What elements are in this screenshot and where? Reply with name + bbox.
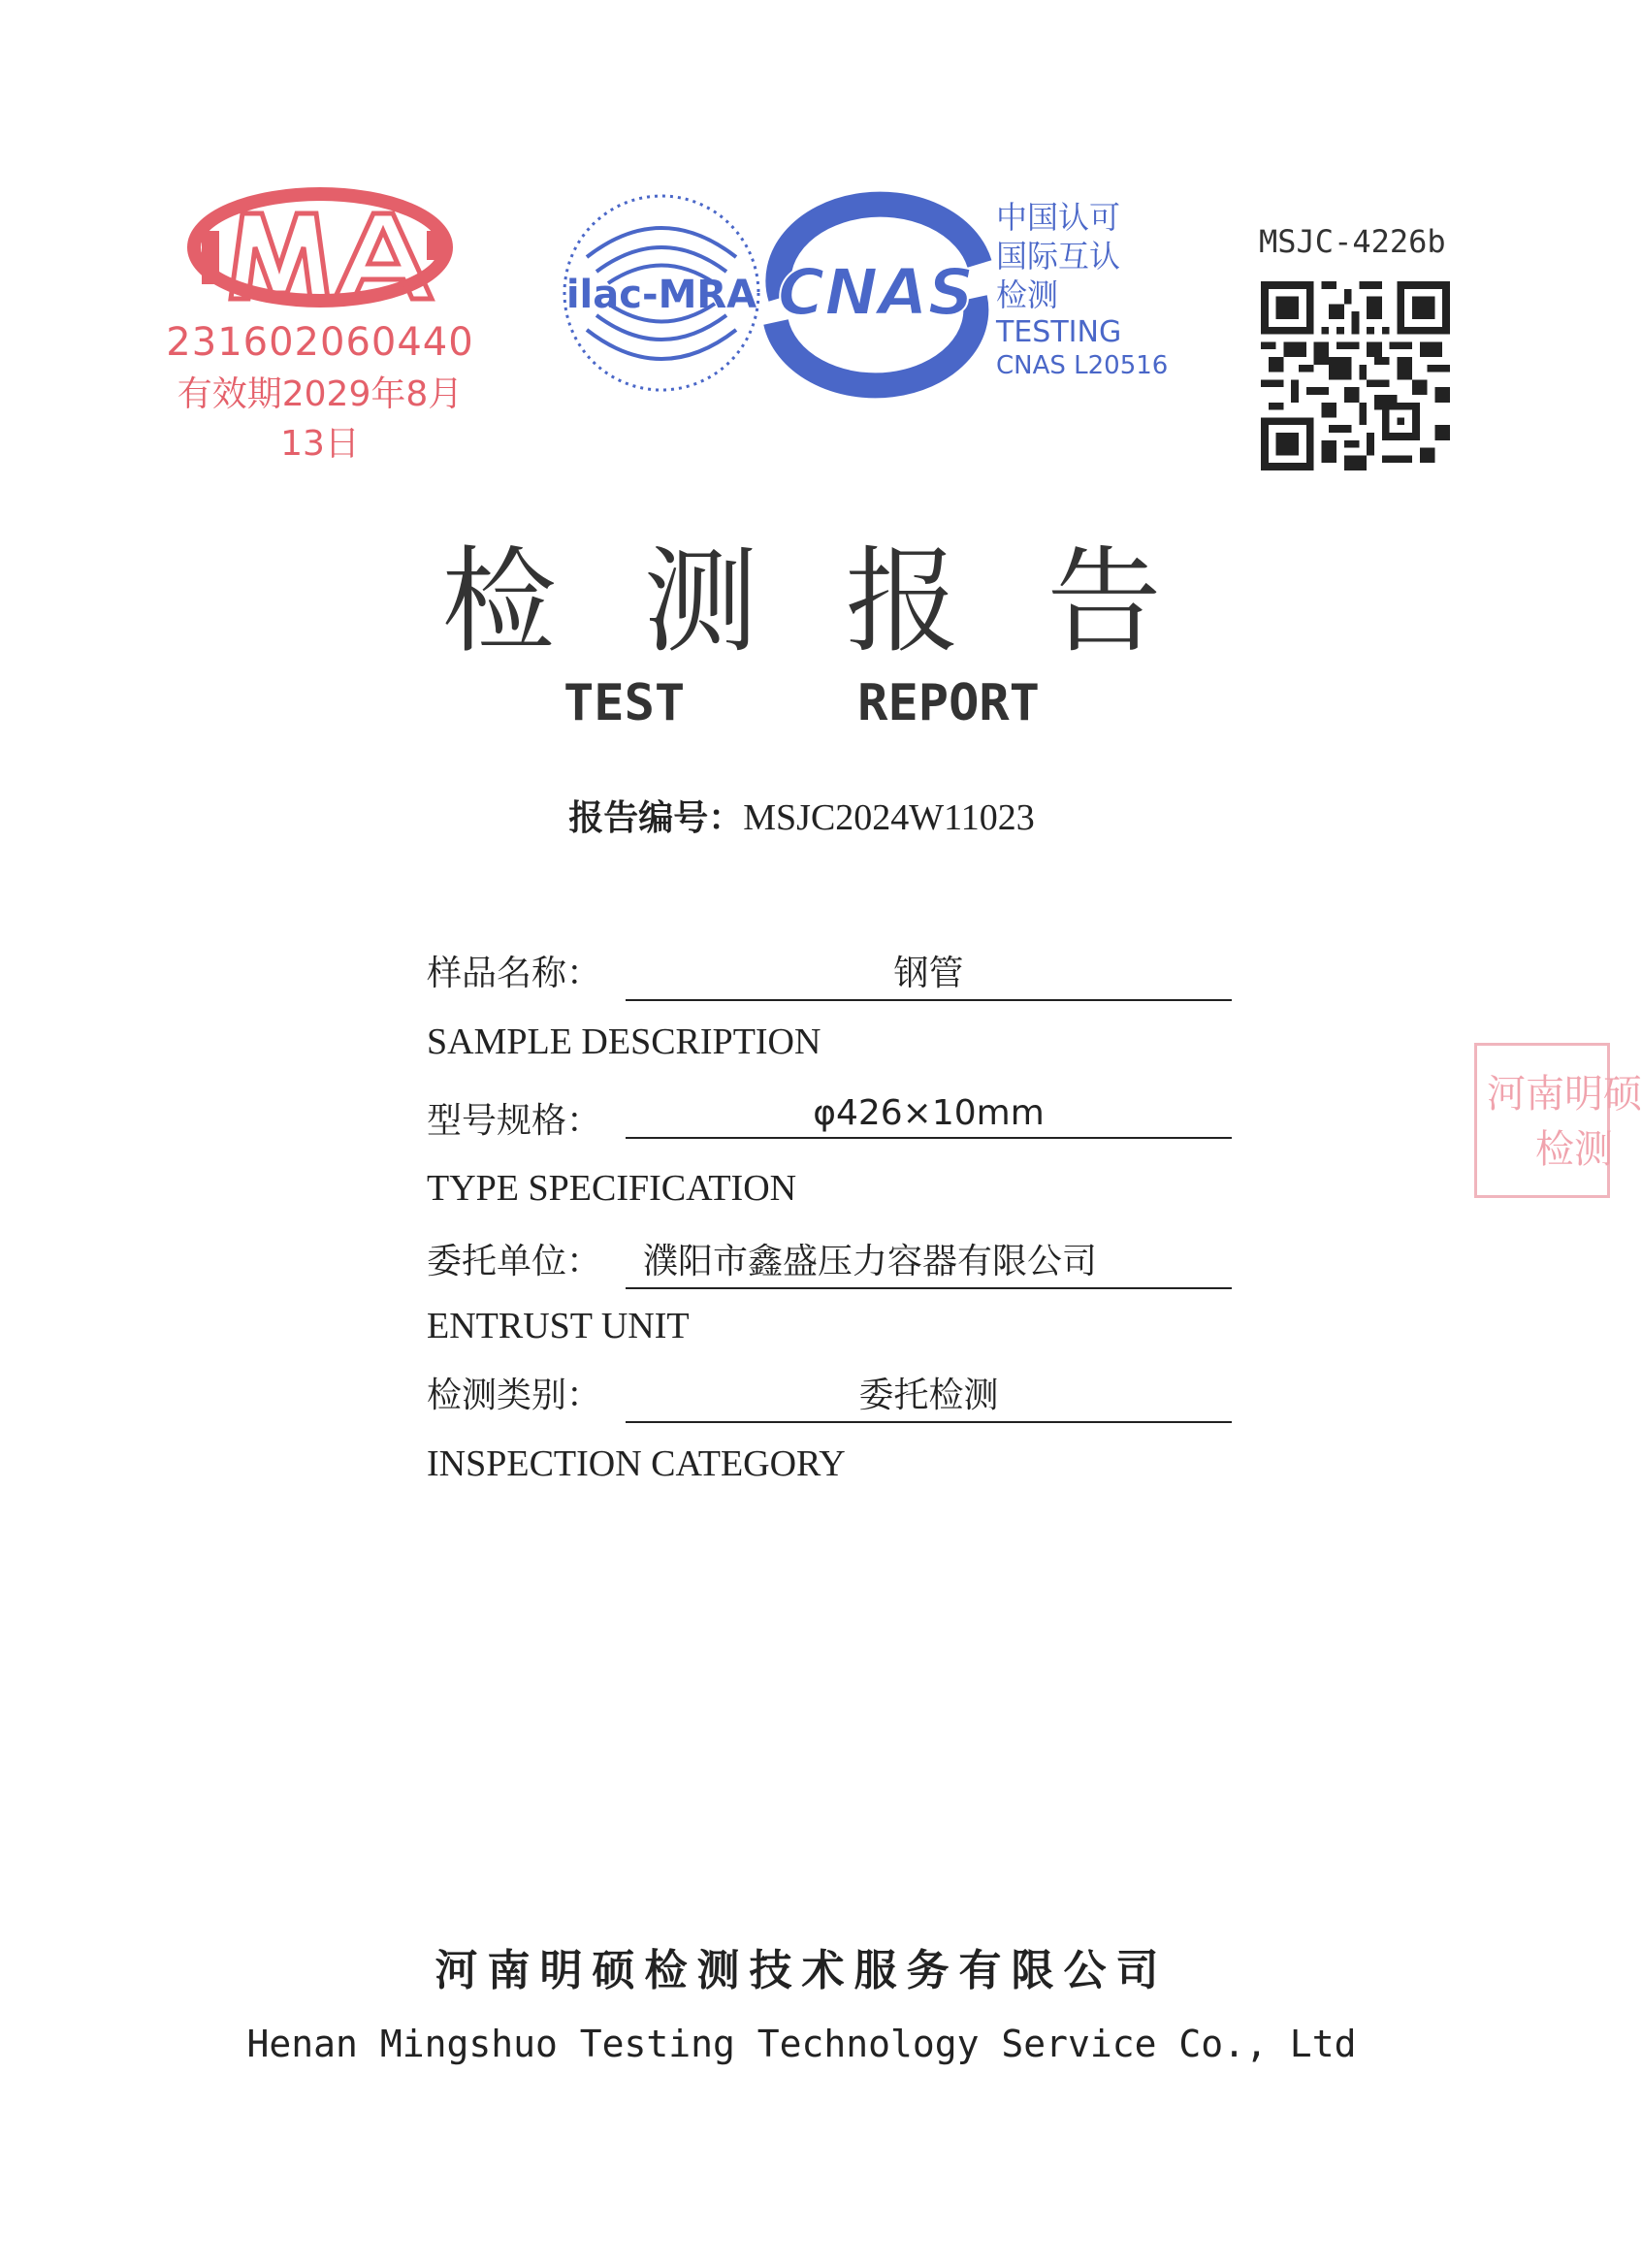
field-value: φ426×10mm xyxy=(626,1093,1232,1139)
field-entrust-unit xyxy=(427,1234,1098,1283)
field-label-english: ENTRUST UNIT xyxy=(427,1306,690,1346)
cnas-testing: TESTING xyxy=(996,315,1122,349)
side-seal-stamp xyxy=(1474,1043,1642,1198)
field-label-english: INSPECTION CATEGORY xyxy=(427,1443,846,1484)
field-type-spec xyxy=(427,1093,1045,1143)
ilac-mra-text: ilac-MRA xyxy=(565,273,757,317)
field-value: 濮阳市鑫盛压力容器有限公司 xyxy=(626,1234,1232,1289)
report-number xyxy=(0,791,1603,840)
field-sample-name xyxy=(427,946,964,995)
cnas-line-2: 国际互认 xyxy=(996,238,1121,275)
field-label: 委托单位： xyxy=(427,1242,602,1281)
ilac-mra-logo xyxy=(558,189,766,402)
seal-line-1: 河南明硕 xyxy=(1487,1072,1642,1117)
cnas-line-1: 中国认可 xyxy=(996,199,1121,236)
cnas-caption xyxy=(996,199,1169,380)
cma-number: 231602060440 xyxy=(166,320,474,365)
title-english: TEST REPORT xyxy=(563,674,1040,732)
cnas-line-3: 检测 xyxy=(996,276,1059,313)
field-label-english: TYPE SPECIFICATION xyxy=(427,1168,797,1209)
title-chinese: 检测报告 xyxy=(441,535,1249,668)
report-number-label: 报告编号： xyxy=(568,798,744,838)
cnas-text: CNAS xyxy=(777,255,975,330)
cnas-logo xyxy=(761,206,994,384)
seal-line-2: 检测 xyxy=(1535,1127,1613,1172)
document-code: MSJC-4226b xyxy=(1259,223,1446,260)
field-label: 型号规格： xyxy=(427,1101,602,1141)
field-inspection-category xyxy=(427,1368,999,1417)
field-value: 钢管 xyxy=(626,946,1232,1001)
cma-validity: 有效期2029年8月13日 xyxy=(177,374,464,464)
field-value: 委托检测 xyxy=(626,1368,1232,1423)
qr-code xyxy=(1261,281,1450,470)
field-label: 检测类别： xyxy=(427,1376,602,1415)
company-name-chinese: 河南明硕检测技术服务有限公司 xyxy=(435,1946,1169,1995)
cnas-code: CNAS L20516 xyxy=(996,351,1169,380)
field-label-english: SAMPLE DESCRIPTION xyxy=(427,1021,821,1062)
report-number-value: MSJC2024W11023 xyxy=(743,797,1035,838)
field-label: 样品名称： xyxy=(427,954,602,993)
company-name-english: Henan Mingshuo Testing Technology Service Co., Ltd xyxy=(246,2023,1357,2065)
